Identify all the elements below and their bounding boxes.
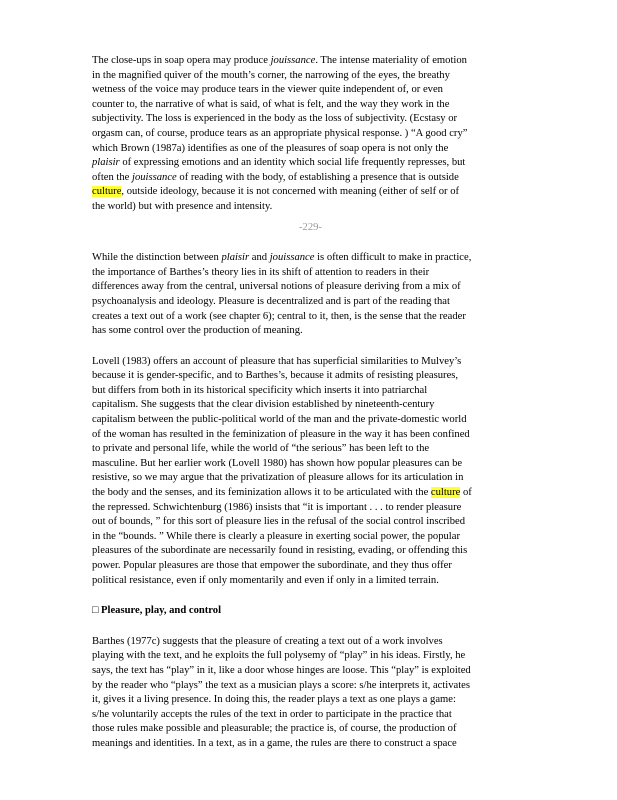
highlighted-term: culture xyxy=(92,186,122,198)
text-run: masculine. But her earlier work (Lovell 1980) has shown how popular pleasures can be xyxy=(92,457,463,469)
paragraph-jouissance xyxy=(92,54,529,215)
text-run: orgasm can, of course, produce tears as an appropriate physical response. ) “A good cry” xyxy=(92,127,468,139)
text-run: power. Popular pleasures are those that empower the subordinate, and they thus offer xyxy=(92,560,452,571)
text-run: wetness of the voice may produce tears in the viewer quite independent of, or even xyxy=(92,84,443,96)
text-run: it, gives it a living presence. In doing this, the reader plays a text as one plays a game: xyxy=(92,694,456,706)
text-run: in the magnified quiver of the mouth’s corner, the narrowing of the eyes, the breathy xyxy=(92,69,450,81)
heading-box-icon: □ xyxy=(92,605,99,617)
text-line xyxy=(92,266,529,281)
text-line xyxy=(92,501,529,516)
italic-term: jouissance xyxy=(270,55,316,66)
text-line xyxy=(92,83,529,98)
text-run: out of bounds, ” for this sort of pleasure lies in the refusal of the social control inscribed xyxy=(92,516,466,528)
text-run: While the distinction between xyxy=(92,252,222,264)
text-run: capitalism between the public-political world of the man and the private-domestic world xyxy=(92,414,467,426)
heading-text: Pleasure, play, and control xyxy=(98,605,222,617)
text-run: of expressing emotions and an identity which social life frequently represses, but xyxy=(119,157,466,169)
text-run: creates a text out of a work (see chapter 6); central to it, then, is the sense that the reader xyxy=(92,310,466,322)
text-line xyxy=(92,200,529,215)
text-line xyxy=(92,413,529,428)
text-run: in the “bounds. ” While there is clearly a pleasure in exerting social power, the popular xyxy=(92,530,460,542)
text-run: says, the text has “play” in it, like a door whose hinges are loose. This “play” is exploited xyxy=(92,664,471,676)
text-line xyxy=(92,442,529,457)
text-run: because it is gender-specific, and to Barthes’s, because it admits of resisting pleasures, xyxy=(92,370,459,382)
text-line xyxy=(92,112,529,127)
text-line xyxy=(92,722,529,737)
text-line xyxy=(92,369,529,384)
text-run: pleasures of the subordinate are necessarily found in resisting, evading, or offending this xyxy=(92,545,468,557)
highlighted-term: culture xyxy=(430,487,461,499)
paragraph-spacer xyxy=(92,235,529,251)
text-line xyxy=(92,251,529,266)
text-run: differences away from the central, universal notions of pleasure deriving from a mix of xyxy=(92,281,461,293)
text-line xyxy=(92,127,529,142)
text-run: The close-ups in soap opera may produce xyxy=(92,55,271,66)
text-run: counter to, the narrative of what is said, of what is felt, and the way they work in the xyxy=(92,98,450,110)
text-run: which Brown (1987a) identifies as one of the pleasures of soap opera is not only the xyxy=(92,142,449,154)
section-heading xyxy=(92,604,529,619)
paragraph-spacer xyxy=(92,619,529,635)
text-run: s/he voluntarily accepts the rules of the text in order to participate in the practice that xyxy=(92,708,452,720)
text-run: meanings and identities. In a text, as in a game, the rules are there to construct a space xyxy=(92,737,457,749)
text-line xyxy=(92,310,529,325)
text-line xyxy=(92,156,529,171)
text-line xyxy=(92,295,529,310)
text-line xyxy=(92,544,529,559)
text-line xyxy=(92,530,529,545)
paragraph-lovell xyxy=(92,355,529,589)
text-line xyxy=(92,679,529,694)
text-run: of reading with the body, of establishing a presence that is outside xyxy=(176,171,459,183)
italic-term: jouissance xyxy=(132,171,177,183)
text-run: of the woman has resulted in the feminization of pleasure in the way it has been confined xyxy=(92,428,470,440)
text-run: , outside ideology, because it is not concerned with meaning (either of self or of xyxy=(121,186,460,198)
text-run: Lovell (1983) offers an account of pleasure that has superficial similarities to Mulvey’s xyxy=(92,355,462,367)
text-run: has some control over the production of meaning. xyxy=(92,325,303,337)
text-run: Barthes (1977c) suggests that the pleasure of creating a text out of a work involves xyxy=(92,635,443,647)
text-run: the importance of Barthes’s theory lies in its shift of attention to readers in their xyxy=(92,266,430,278)
text-line xyxy=(92,737,529,752)
text-run: capitalism. She suggests that the clear division established by nineteenth-century xyxy=(92,399,435,411)
text-run: political resistance, even if only momentarily and even if only in a limited terrain. xyxy=(92,574,439,586)
italic-term: jouissance xyxy=(269,252,315,264)
page-number: -229- xyxy=(299,221,322,233)
text-line xyxy=(92,693,529,708)
text-run: is often difficult to make in practice, xyxy=(314,252,472,264)
text-line xyxy=(92,664,529,679)
text-run: often the xyxy=(92,171,133,183)
text-line xyxy=(92,574,529,589)
text-line xyxy=(92,515,529,530)
text-line xyxy=(92,428,529,443)
text-line xyxy=(92,635,529,650)
text-line xyxy=(92,355,529,370)
text-run: subjectivity. The loss is experienced in the body as the loss of subjectivity. (Ecstasy or xyxy=(92,113,458,125)
text-line xyxy=(92,69,529,84)
text-line xyxy=(92,54,529,69)
text-line xyxy=(92,457,529,472)
text-run: but differs from both in its historical specificity which inserts it into patriarchal xyxy=(92,384,428,396)
text-line xyxy=(92,708,529,723)
text-run: the body and the senses, and its feminization allows it to be articulated with the xyxy=(92,487,431,499)
text-line xyxy=(92,471,529,486)
text-line xyxy=(92,384,529,399)
text-run: of xyxy=(460,487,472,499)
paragraph-spacer xyxy=(92,588,529,604)
text-run: psychoanalysis and ideology. Pleasure is decentralized and is part of the reading that xyxy=(92,295,450,307)
text-line xyxy=(92,280,529,295)
text-line xyxy=(92,398,529,413)
text-line xyxy=(92,185,529,200)
paragraph-plaisir-jouissance xyxy=(92,251,529,339)
text-run: to private and personal life, while the world of “the serious” has been left to the xyxy=(92,443,430,455)
italic-term: plaisir xyxy=(221,252,250,264)
paragraph-spacer xyxy=(92,339,529,355)
text-run: those rules make possible and pleasurable; the practice is, of course, the production of xyxy=(92,723,457,735)
text-line xyxy=(92,324,529,339)
text-run: . The intense materiality of emotion xyxy=(315,55,467,66)
text-line xyxy=(92,559,529,574)
text-run: the world) but with presence and intensity. xyxy=(92,200,273,212)
text-line xyxy=(92,142,529,157)
text-run: the repressed. Schwichtenburg (1986) insists that “it is important . . . to render pleasure xyxy=(92,501,462,513)
text-run: playing with the text, and he exploits the full polysemy of “play” in his ideas. Firstly, he xyxy=(92,650,466,662)
text-line xyxy=(92,171,529,186)
document-page xyxy=(92,54,529,752)
text-line xyxy=(92,649,529,664)
text-run: and xyxy=(249,252,270,264)
italic-term: plaisir xyxy=(92,157,120,169)
text-run: resistive, so we may argue that the privatization of pleasure allows for its articulation in xyxy=(92,472,464,484)
text-line xyxy=(92,486,529,501)
paragraph-barthes-play xyxy=(92,635,529,752)
text-line xyxy=(92,98,529,113)
text-run: by the reader who “plays” the text as a musician plays a score: s/he interprets it, activates xyxy=(92,679,471,691)
